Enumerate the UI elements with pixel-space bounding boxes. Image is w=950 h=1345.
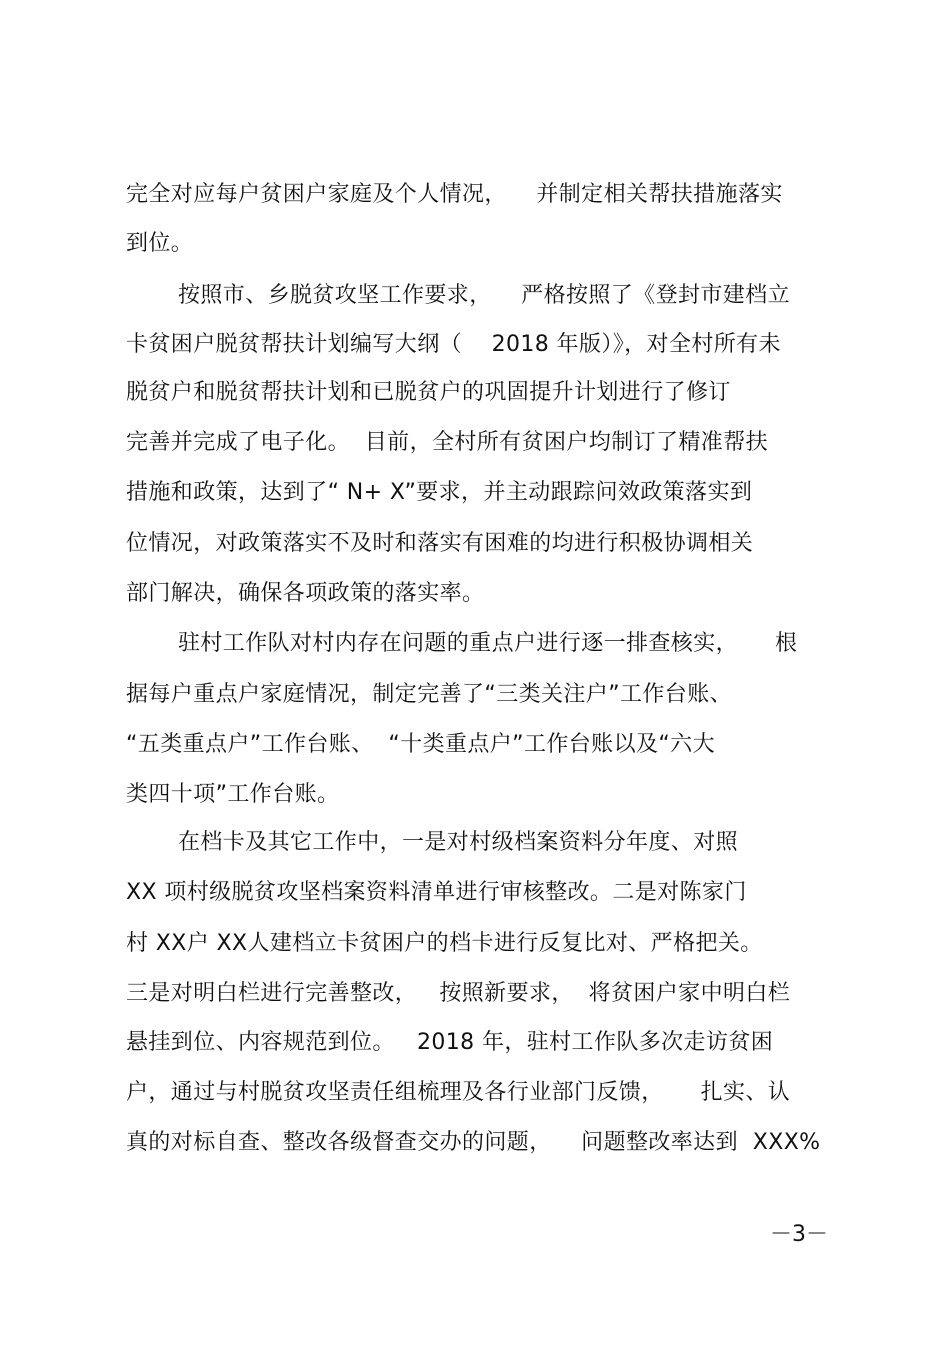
body-line-8: 位情况，对政策落实不及时和落实有困难的均进行积极协调相关	[126, 531, 754, 556]
body-line-12: “五类重点户”工作台账、 “十类重点户”工作台账以及“六大	[126, 732, 715, 757]
body-line-7: 措施和政策，达到了“ N+ X”要求，并主动跟踪问效政策落实到	[126, 480, 753, 505]
body-line-3: 按照市、乡脱贫攻坚工作要求， 严格按照了《登封市建档立	[178, 283, 790, 308]
body-line-6: 完善并完成了电子化。 目前，全村所有贫困户均制订了精准帮扶	[126, 430, 768, 455]
body-line-13: 类四十项”工作台账。	[126, 782, 340, 807]
body-line-17: 三是对明白栏进行完善整改， 按照新要求， 将贫困户家中明白栏	[126, 981, 791, 1006]
body-line-18: 悬挂到位、内容规范到位。 2018 年，驻村工作队多次走访贫困	[126, 1030, 774, 1055]
body-line-14: 在档卡及其它工作中，一是对村级档案资料分年度、对照	[178, 830, 739, 855]
body-line-15: XX 项村级脱贫攻坚档案资料清单进行审核整改。二是对陈家门	[126, 880, 747, 905]
body-line-11: 据每户重点户家庭情况，制定完善了“三类关注户”工作台账、	[126, 682, 732, 707]
body-line-16: 村 XX户 XX人建档立卡贫困户的档卡进行反复比对、严格把关。	[126, 931, 763, 956]
body-line-19: 户，通过与村脱贫攻坚责任组梳理及各行业部门反馈， 扎实、认	[126, 1080, 791, 1105]
body-line-1: 完全对应每户贫困户家庭及个人情况， 并制定相关帮扶措施落实	[126, 182, 783, 207]
body-line-5: 脱贫户和脱贫帮扶计划和已脱贫户的巩固提升计划进行了修订	[126, 380, 731, 405]
body-line-4: 卡贫困户脱贫帮扶计划编写大纲（ 2018 年版）》，对全村所有未	[126, 332, 781, 357]
body-line-10: 驻村工作队对村内存在问题的重点户进行逐一排查核实， 根	[178, 631, 798, 656]
body-line-2: 到位。	[126, 231, 194, 256]
page-number: －3－	[770, 1222, 828, 1247]
body-line-20: 真的对标自查、整改各级督查交办的问题， 问题整改率达到 XXX%	[126, 1130, 821, 1155]
body-line-9: 部门解决，确保各项政策的落实率。	[126, 581, 485, 606]
